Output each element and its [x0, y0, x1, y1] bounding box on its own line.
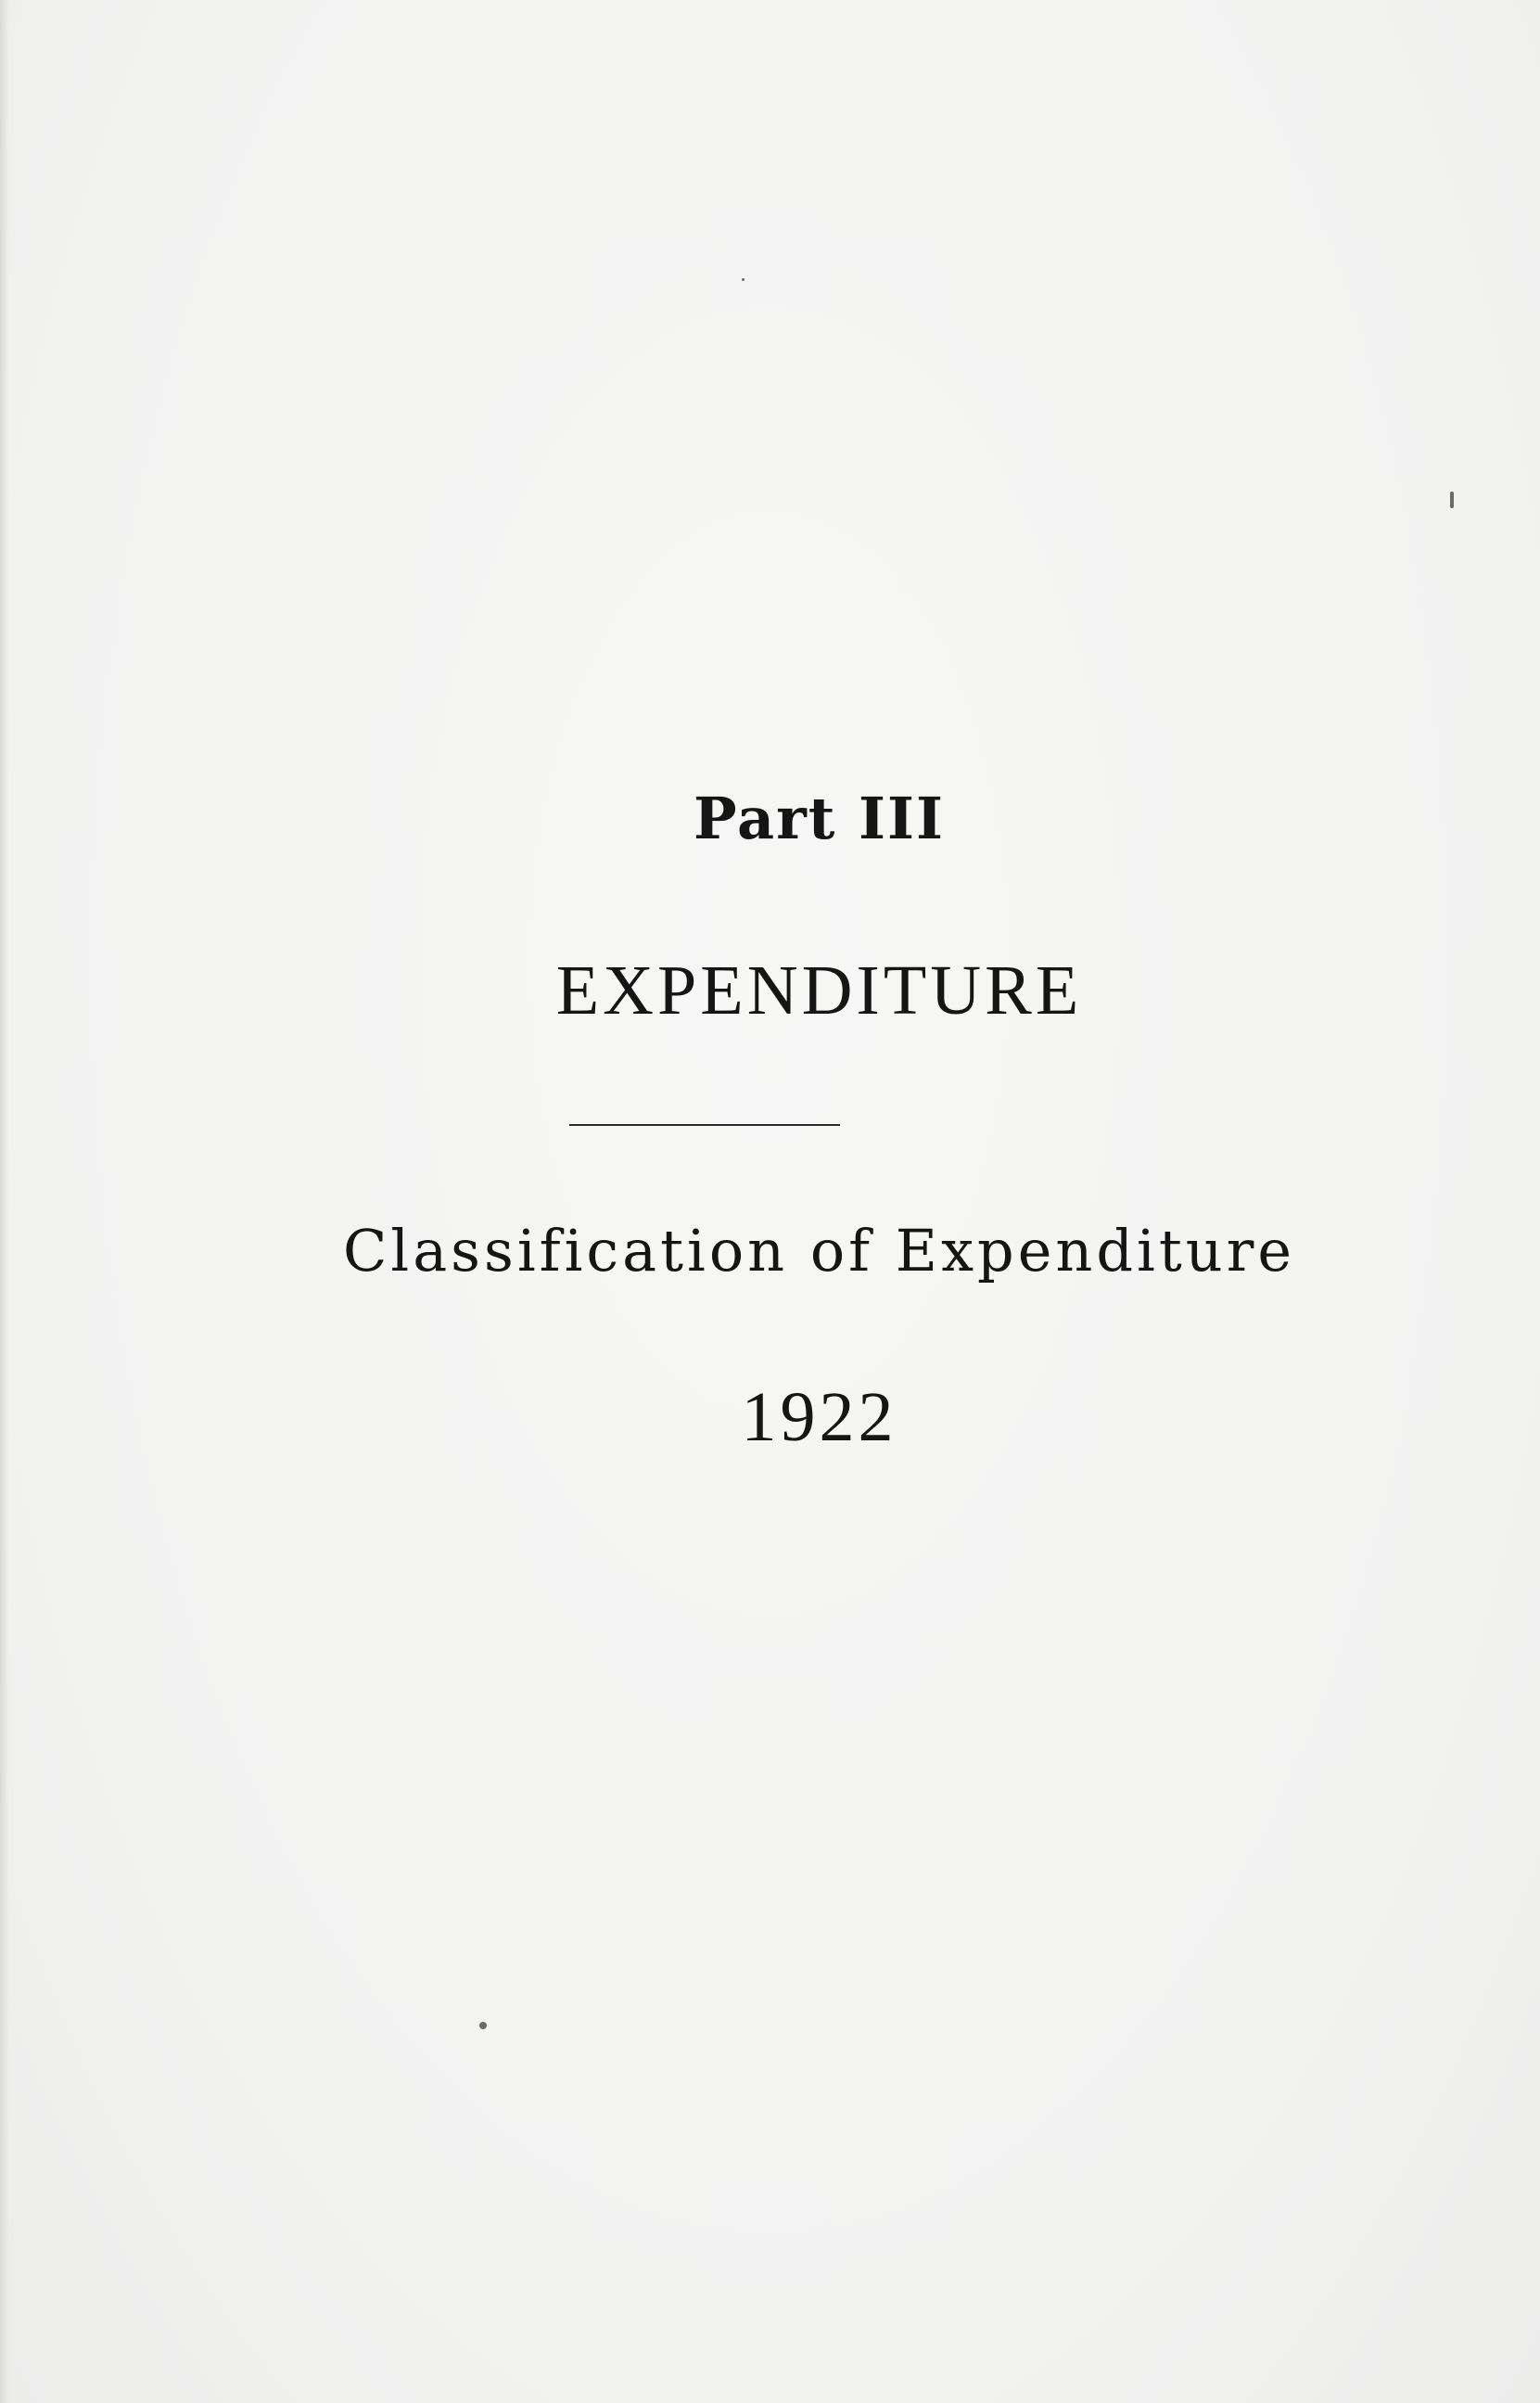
part-heading: Part III	[693, 785, 946, 852]
divider-rule	[569, 1124, 840, 1126]
year-label: 1922	[741, 1378, 897, 1456]
paper-speck	[742, 278, 745, 281]
section-subtitle: Classification of Expenditure	[342, 1217, 1296, 1285]
section-heading: EXPENDITURE	[555, 952, 1083, 1029]
page-edge-shadow	[0, 0, 9, 2403]
paper-speck	[1450, 492, 1454, 508]
paper-speck	[479, 2022, 487, 2029]
